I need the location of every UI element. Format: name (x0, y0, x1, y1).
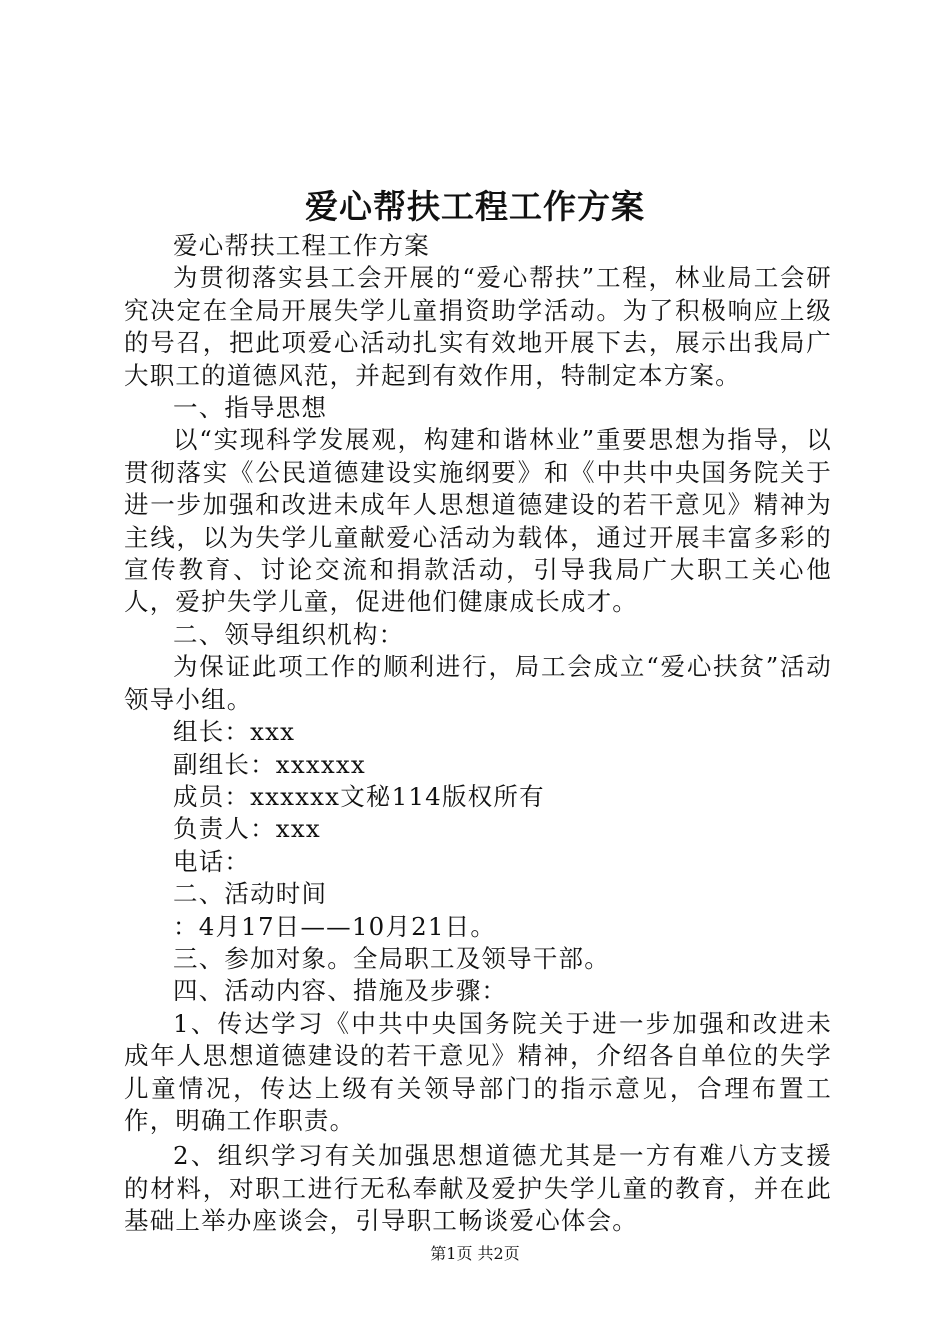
paragraph-intro: 为贯彻落实县工会开展的“爱心帮扶”工程，林业局工会研究决定在全局开展失学儿童捐资助学活动。为了积极响应上级的号召，把此项爱心活动扎实有效地开展下去，展示出我局广大职工的道德风范，并起到有效作用，特制定本方案。 (124, 263, 832, 390)
heading-guiding-thought: 一、指导思想 (173, 393, 328, 423)
line-participants: 三、参加对象。全局职工及领导干部。 (173, 943, 610, 973)
paragraph-organization: 为保证此项工作的顺利进行，局工会成立“爱心扶贫”活动领导小组。 (124, 652, 832, 714)
line-phone: 电话： (173, 846, 251, 876)
document-body (124, 230, 832, 1238)
heading-activity-content: 四、活动内容、措施及步骤： (173, 976, 508, 1006)
paragraph-step-1: 1、传达学习《中共中央国务院关于进一步加强和改进未成年人思想道德建设的若干意见》精神，介绍各自单位的失学儿童情况，传达上级有关领导部门的指示意见，合理布置工作，明确工作职责。 (124, 1008, 832, 1135)
line-members: 成员：xxxxxx文秘114版权所有 (173, 781, 545, 811)
line-leader: 组长：xxx (173, 717, 296, 747)
paragraph-guiding-thought: 以“实现科学发展观，构建和谐林业”重要思想为指导，以贯彻落实《公民道德建设实施纲要》和《中共中央国务院关于进一步加强和改进未成年人思想道德建设的若干意见》精神为主线，以为失学儿童献爱心活动为载体，通过开展丰富多彩的宣传教育、讨论交流和捐款活动，引导我局广大职工关心他人，爱护失学儿童，促进他们健康成长成才。 (124, 425, 832, 617)
line-responsible-person: 负责人：xxx (173, 814, 321, 844)
heading-activity-time: 二、活动时间 (173, 879, 328, 909)
paragraph-step-2: 2、组织学习有关加强思想道德尤其是一方有难八方支援的材料，对职工进行无私奉献及爱护失学儿童的教育，并在此基础上举办座谈会，引导职工畅谈爱心体会。 (124, 1141, 832, 1236)
paragraph-subtitle: 爱心帮扶工程工作方案 (173, 231, 430, 260)
heading-organization: 二、领导组织机构： (173, 619, 405, 649)
line-deputy-leader: 副组长：xxxxxx (173, 749, 366, 779)
document-title: 爱心帮扶工程工作方案 (305, 187, 645, 226)
page-footer: 第1页 共2页 (430, 1244, 520, 1263)
line-activity-dates: ：4月17日——10月21日。 (173, 911, 497, 941)
